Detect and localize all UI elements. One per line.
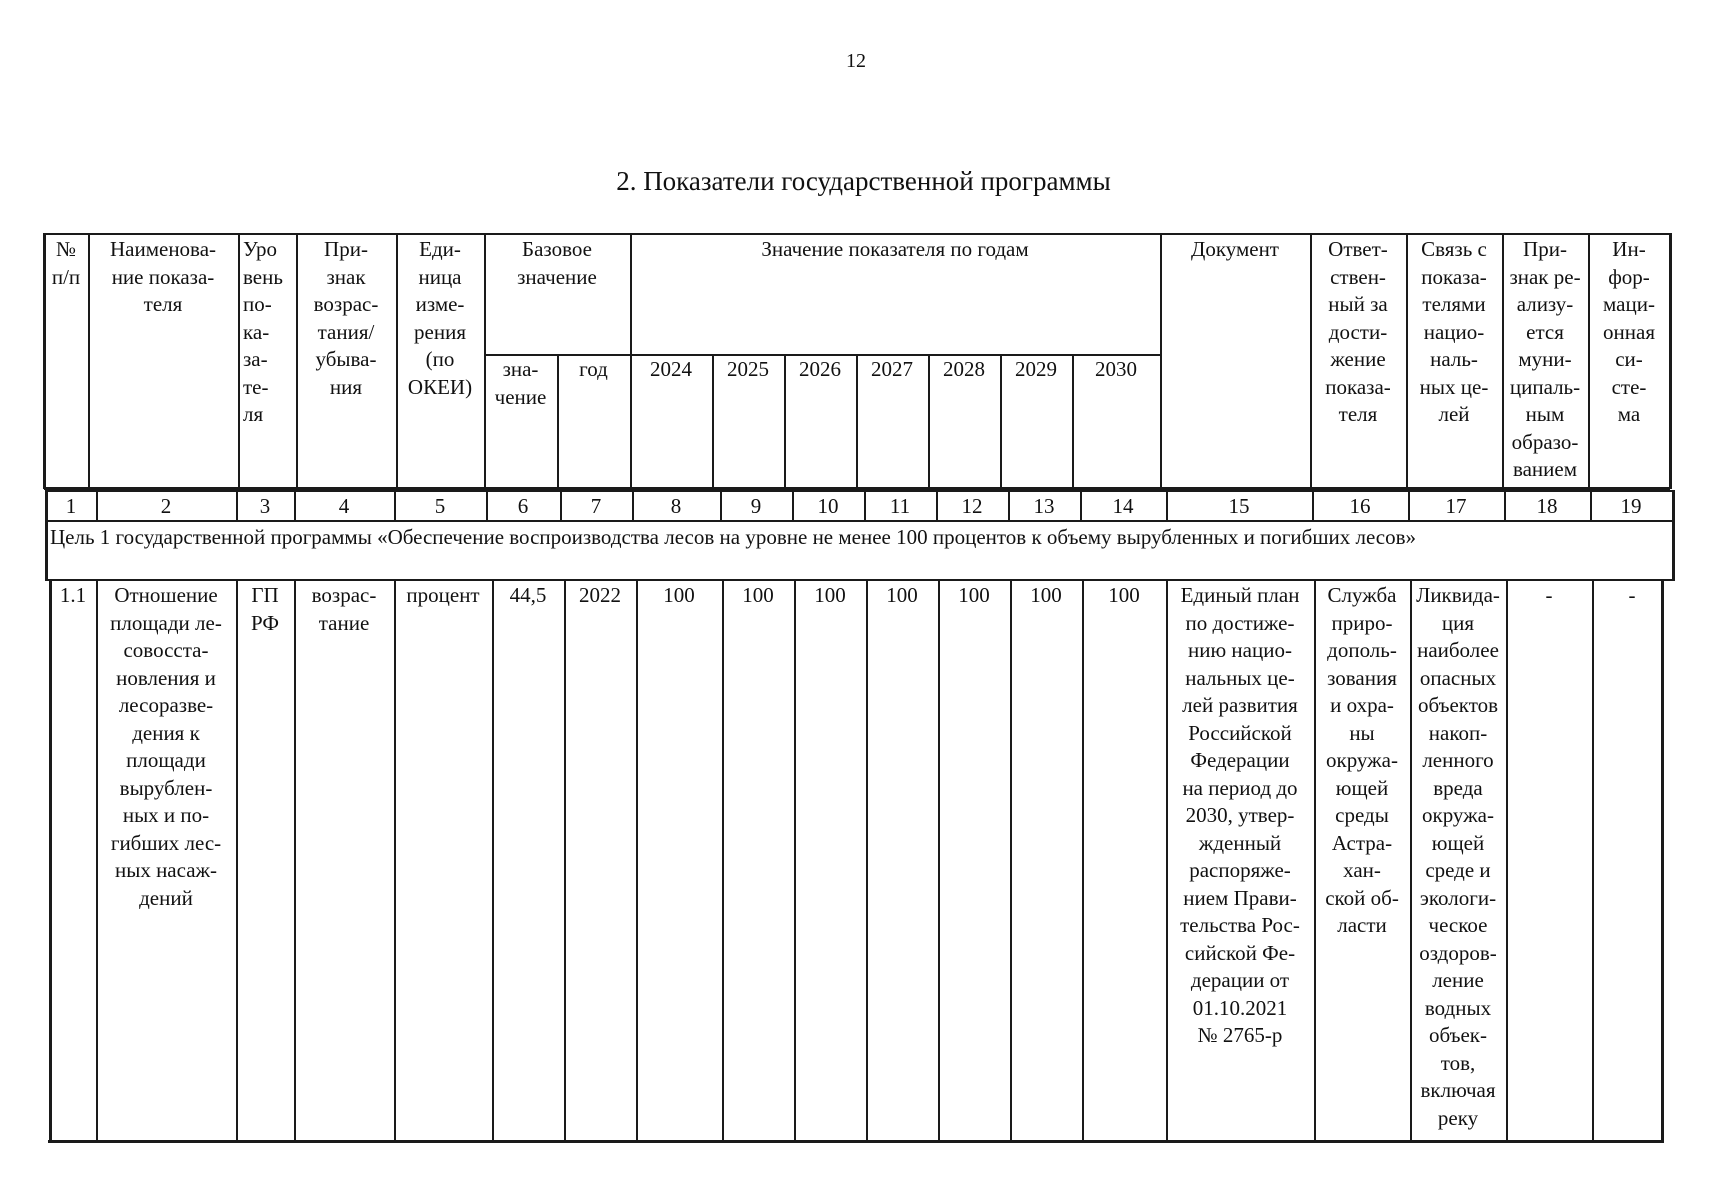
row-num: 1.1: [59, 583, 87, 607]
header-col-line: [712, 354, 714, 489]
header-year-2027: 2027: [871, 357, 913, 381]
header-base-year: год: [579, 357, 608, 381]
row-col-line: [1410, 580, 1412, 1142]
header-col-line: [396, 233, 398, 489]
section-title: 2. Показатели государственной программы: [616, 166, 1111, 196]
header-col-line: [1310, 233, 1312, 489]
header-year-2024: 2024: [650, 357, 692, 381]
row-value-2028: 100: [958, 583, 990, 607]
header-trend: При- знак возрас- тания/ убыва- ния: [313, 237, 379, 399]
header-responsible: Ответ- ствен- ный за дости- жение показа- теля: [1325, 237, 1391, 426]
header-level: Уро вень по- ка- за- те- ля: [243, 237, 283, 426]
row-document: Единый план по достиже- нию нацио- нальных це- лей развития Российской Федерации на период до 2030, утвер- жденный распоряже- нием Прави- тельства Рос- сийской Фе- дерации от 01.10.2021 № 2765-р: [1180, 583, 1300, 1047]
header-link: Связь с показа- телями нацио- наль- ных це- лей: [1419, 237, 1489, 426]
row-value-2027: 100: [886, 583, 918, 607]
body-col-line: [560, 490, 562, 521]
body-col-line: [96, 490, 98, 521]
row-col-line: [1082, 580, 1084, 1142]
row-col-line: [236, 580, 238, 1142]
header-infosystem: Ин- фор- маци- онная си- сте- ма: [1603, 237, 1655, 426]
header-col-line: [238, 233, 240, 489]
col-number: 10: [817, 494, 839, 518]
body-col-line: [294, 490, 296, 521]
row-name: Отношение площади ле- совосста- новления и лесоразве- дения к площади вырублен- ных и по- гибших лес- ных насаж- дений: [110, 583, 222, 910]
body-col-line: [1312, 490, 1314, 521]
row-responsible: Служба приро- дополь- зования и охра- ны окружа- ющей среды Астра- хан- ской об- ласти: [1325, 583, 1399, 937]
row-level: ГП РФ: [251, 583, 279, 635]
row-col-line: [492, 580, 494, 1142]
header-col-line: [630, 233, 632, 489]
row-col-line: [938, 580, 940, 1142]
row-col-line: [1314, 580, 1316, 1142]
header-col-line: [856, 354, 858, 489]
header-col-line: [484, 233, 486, 489]
body-right-border: [1661, 580, 1664, 1143]
header-by-years: Значение показателя по годам: [761, 237, 1029, 261]
header-col-line: [296, 233, 298, 489]
body-bottom-border: [48, 1140, 1662, 1143]
header-col-line: [1406, 233, 1408, 489]
header-base: Базовое значение: [517, 237, 597, 289]
row-value-2026: 100: [814, 583, 846, 607]
row-col-line: [722, 580, 724, 1142]
header-mid-border: [484, 354, 1160, 356]
header-document: Документ: [1191, 237, 1279, 261]
col-number: 3: [259, 494, 271, 518]
header-name: Наименова- ние показа- теля: [109, 237, 217, 316]
body-col-line: [632, 490, 634, 521]
col-number: 6: [517, 494, 529, 518]
row-value-2029: 100: [1030, 583, 1062, 607]
header-top-border: [44, 233, 1670, 235]
body-right-border: [1672, 490, 1675, 581]
header-num: № п/п: [51, 237, 81, 289]
body-left-border: [45, 490, 48, 581]
row-base-value: 44,5: [509, 583, 547, 607]
page-number: 12: [846, 50, 866, 72]
numbers-bottom-border: [46, 520, 1673, 522]
body-col-line: [486, 490, 488, 521]
row-col-line: [564, 580, 566, 1142]
row-col-line: [1166, 580, 1168, 1142]
body-col-line: [720, 490, 722, 521]
col-number: 5: [434, 494, 446, 518]
body-col-line: [236, 490, 238, 521]
row-trend: возрас- тание: [311, 583, 377, 635]
col-number: 18: [1536, 494, 1558, 518]
body-col-line: [1504, 490, 1506, 521]
header-col-line: [784, 354, 786, 489]
body-col-line: [1590, 490, 1592, 521]
row-base-year: 2022: [579, 583, 621, 607]
body-col-line: [1080, 490, 1082, 521]
header-year-2025: 2025: [727, 357, 769, 381]
row-col-line: [1506, 580, 1508, 1142]
row-col-line: [636, 580, 638, 1142]
body-top-border: [46, 490, 1673, 492]
col-number: 9: [750, 494, 762, 518]
body-col-line: [792, 490, 794, 521]
col-number: 7: [590, 494, 602, 518]
row-value-2030: 100: [1108, 583, 1140, 607]
row-municipal: -: [1545, 583, 1553, 607]
row-value-2025: 100: [742, 583, 774, 607]
header-col-line: [88, 233, 90, 489]
col-number: 4: [338, 494, 350, 518]
row-unit: процент: [406, 583, 480, 607]
row-col-line: [294, 580, 296, 1142]
row-col-line: [1592, 580, 1594, 1142]
col-number: 15: [1228, 494, 1250, 518]
col-number: 1: [65, 494, 77, 518]
row-col-line: [96, 580, 98, 1142]
col-number: 8: [670, 494, 682, 518]
col-number: 19: [1620, 494, 1642, 518]
body-col-line: [1008, 490, 1010, 521]
header-year-2030: 2030: [1095, 357, 1137, 381]
header-year-2026: 2026: [799, 357, 841, 381]
header-left-border: [43, 233, 46, 489]
col-number: 13: [1033, 494, 1055, 518]
row-link: Ликвида- ция наиболее опасных объектов накоп- ленного вреда окружа- ющей среде и экологи- ческое оздоров- ление водных объек- тов, включая реку: [1416, 583, 1500, 1130]
header-right-border: [1669, 233, 1672, 489]
col-number: 17: [1445, 494, 1467, 518]
body-col-line: [864, 490, 866, 521]
header-col-line: [1072, 354, 1074, 489]
header-col-line: [557, 354, 559, 489]
body-col-line: [394, 490, 396, 521]
header-year-2029: 2029: [1015, 357, 1057, 381]
row-col-line: [794, 580, 796, 1142]
body-col-line: [1166, 490, 1168, 521]
header-col-line: [1588, 233, 1590, 489]
row-col-line: [394, 580, 396, 1142]
row-infosystem: -: [1628, 583, 1636, 607]
body-col-line: [1408, 490, 1410, 521]
col-number: 14: [1112, 494, 1134, 518]
col-number: 16: [1349, 494, 1371, 518]
col-number: 2: [160, 494, 172, 518]
header-col-line: [928, 354, 930, 489]
col-number: 11: [889, 494, 911, 518]
col-number: 12: [961, 494, 983, 518]
row-value-2024: 100: [663, 583, 695, 607]
header-col-line: [1000, 354, 1002, 489]
body-col-line: [936, 490, 938, 521]
body-left-border: [49, 580, 52, 1143]
header-base-value: зна- чение: [494, 357, 547, 409]
header-unit: Еди- ница изме- рения (по ОКЕИ): [407, 237, 473, 399]
header-col-line: [1160, 233, 1162, 489]
goal-row: Цель 1 государственной программы «Обеспечение воспроизводства лесов на уровне не менее 100 процентов к объему вырубленных и погибших лесов»: [50, 525, 1417, 549]
row-col-line: [866, 580, 868, 1142]
header-year-2028: 2028: [943, 357, 985, 381]
header-municipal: При- знак ре- ализу- ется муни- ципаль- ным образо- ванием: [1509, 237, 1581, 481]
row-col-line: [1010, 580, 1012, 1142]
header-col-line: [1502, 233, 1504, 489]
goal-bottom-border: [46, 579, 1673, 581]
